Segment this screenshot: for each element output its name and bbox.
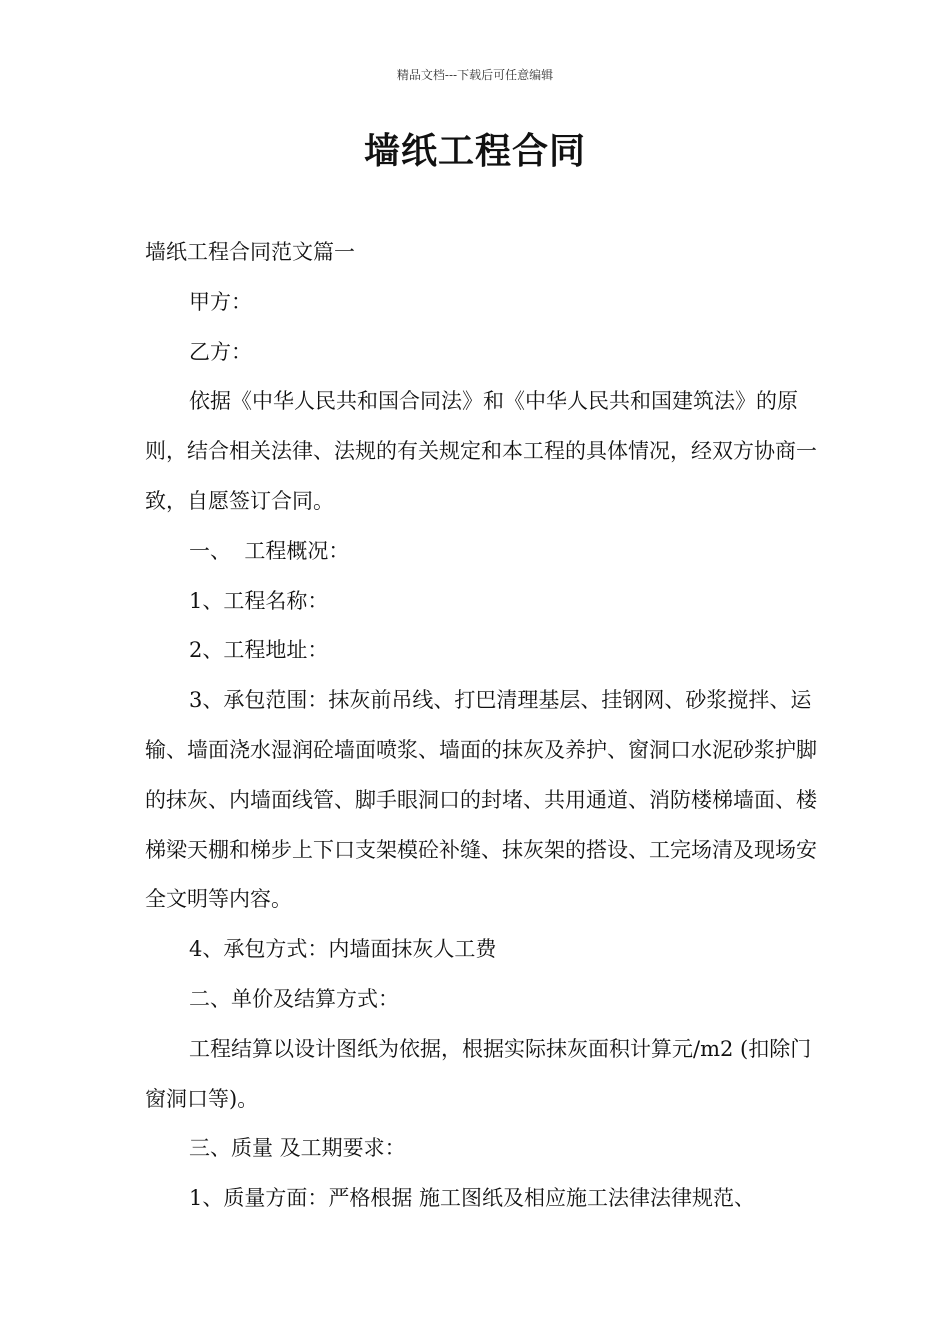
contract-method-line: 4、承包方式：内墙面抹灰人工费 xyxy=(189,937,497,962)
party-b-line: 乙方： xyxy=(189,339,252,364)
document-title: 墙纸工程合同 xyxy=(363,131,586,172)
project-name-line: 1、工程名称： xyxy=(189,588,329,613)
preamble-paragraph: 依据《中华人民共和国合同法》和《中华人民共和国建筑法》的原则，结合相关法律、法规的有关规定和本工程的具体情况，经双方协商一致，自愿签订合同。 xyxy=(145,389,817,513)
quality-paragraph: 1、质量方面：严格根据 施工图纸及相应施工法律法律规范、 xyxy=(189,1186,756,1211)
document-body xyxy=(145,228,825,1224)
section-heading-quality: 三、质量 及工期要求： xyxy=(189,1136,406,1161)
contract-scope-paragraph: 3、承包范围：抹灰前吊线、打巴清理基层、挂钢网、砂浆搅拌、运输、墙面浇水湿润砼墙面喷浆、墙面的抹灰及养护、窗洞口水泥砂浆护脚的抹灰、内墙面线管、脚手眼洞口的封堵、共用通道、消防楼梯墙面、楼梯梁天棚和梯步上下口支架模砼补缝、抹灰架的搭设、工完场清及现场安全文明等内容。 xyxy=(145,688,817,912)
header-note: 精品文档---下载后可任意编辑 xyxy=(396,68,554,82)
section-subtitle: 墙纸工程合同范文篇一 xyxy=(145,240,355,264)
party-a-line: 甲方： xyxy=(189,289,252,314)
project-address-line: 2、工程地址： xyxy=(189,638,329,663)
settlement-paragraph: 工程结算以设计图纸为依据，根据实际抹灰面积计算元/m2 (扣除门窗洞口等)。 xyxy=(145,1036,812,1111)
section-heading-pricing: 二、单价及结算方式： xyxy=(189,986,399,1011)
section-heading-overview: 一、 工程概况： xyxy=(189,538,350,563)
